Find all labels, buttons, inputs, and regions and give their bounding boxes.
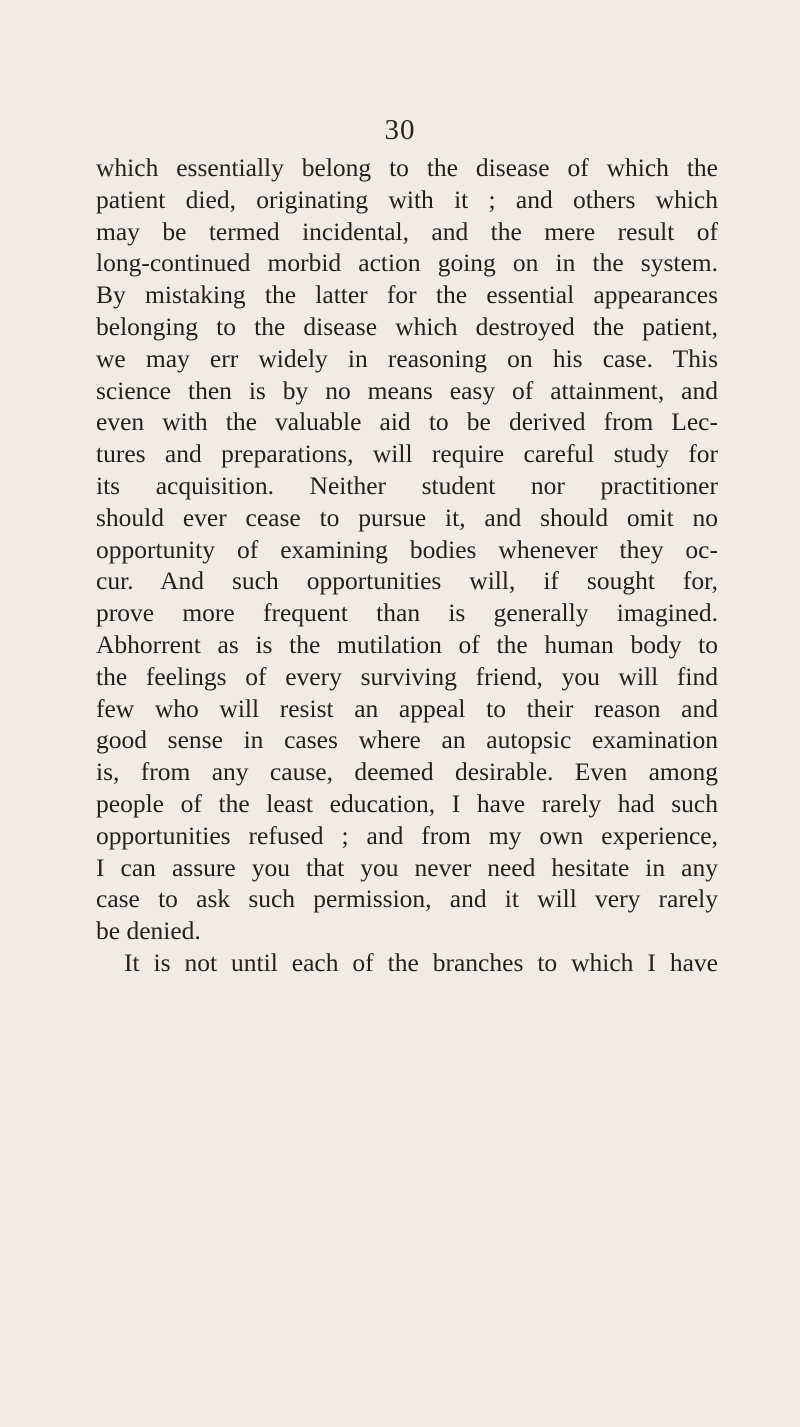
text-line: science then is by no means easy of attainment, and — [96, 375, 718, 405]
text-line: prove more frequent than is generally imagined. — [96, 598, 718, 628]
text-line: By mistaking the latter for the essential appearances — [96, 280, 718, 310]
text-line: I can assure you that you never need hesitate in any — [96, 852, 718, 882]
text-line: Abhorrent as is the mutilation of the human body to — [96, 629, 718, 659]
page-number: 30 — [384, 114, 416, 146]
text-line: people of the least education, I have rarely had such — [96, 788, 718, 818]
text-line: belonging to the disease which destroyed the patient, — [96, 311, 718, 341]
text-line: its acquisition. Neither student nor practitioner — [96, 470, 718, 500]
text-line: is, from any cause, deemed desirable. Even among — [96, 757, 718, 787]
text-line: good sense in cases where an autopsic examination — [96, 725, 718, 755]
text-line: tures and preparations, will require careful study for — [96, 439, 718, 469]
text-line: be denied. — [96, 916, 201, 946]
text-line: patient died, originating with it ; and others which — [96, 184, 718, 214]
text-line: the feelings of every surviving friend, you will find — [96, 661, 718, 691]
text-line: opportunities refused ; and from my own experience, — [96, 820, 718, 850]
text-line: cur. And such opportunities will, if sought for, — [96, 566, 718, 596]
text-line: case to ask such permission, and it will very rarely — [96, 884, 718, 914]
text-line: should ever cease to pursue it, and should omit no — [96, 502, 718, 532]
text-line: opportunity of examining bodies whenever they oc- — [96, 534, 718, 564]
text-line: we may err widely in reasoning on his case. This — [96, 343, 718, 373]
text-line: which essentially belong to the disease of which the — [96, 153, 718, 182]
body-text — [96, 152, 718, 979]
text-line: long-continued morbid action going on in the system. — [96, 248, 718, 278]
text-line: even with the valuable aid to be derived from Lec- — [96, 407, 718, 437]
text-line: It is not until each of the branches to which I have — [124, 947, 718, 977]
text-line: may be termed incidental, and the mere result of — [96, 216, 718, 246]
text-line: few who will resist an appeal to their reason and — [96, 693, 718, 723]
